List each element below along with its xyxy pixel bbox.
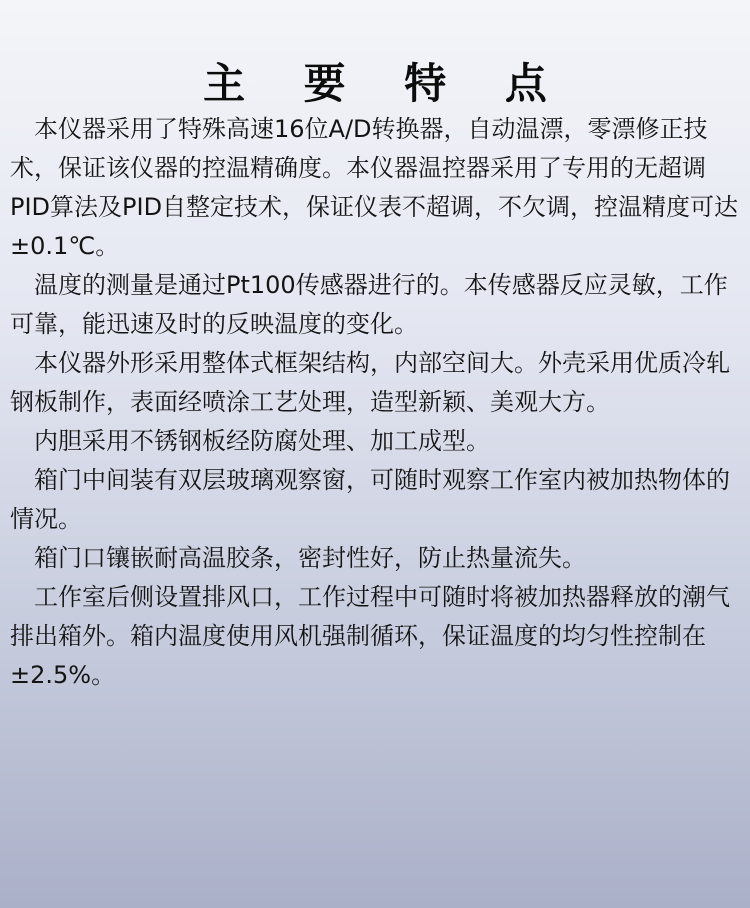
feature-paragraph-sensor: 温度的测量是通过Pt100传感器进行的。本传感器反应灵敏，工作可靠，能迅速及时的反映温度的变化。 (10, 271, 728, 338)
feature-paragraph-temp-control: 本仪器采用了特殊高速16位A/D转换器，自动温漂，零漂修正技术，保证该仪器的控温精确度。本仪器温控器采用了专用的无超调PID算法及PID自整定技术，保证仪表不超调，不欠调，控温精度可达±0.1℃。 (10, 115, 739, 260)
page-title: 主 要 特 点 (203, 59, 569, 109)
features-content (10, 110, 740, 695)
feature-paragraph-liner: 内胆采用不锈钢板经防腐处理、加工成型。 (34, 427, 490, 455)
feature-paragraph-ventilation: 工作室后侧设置排风口，工作过程中可随时将被加热器释放的潮气排出箱外。箱内温度使用风机强制循环，保证温度的均匀性控制在±2.5%。 (10, 583, 730, 689)
feature-paragraph-seal: 箱门口镶嵌耐高温胶条，密封性好，防止热量流失。 (34, 544, 586, 572)
feature-paragraph-window: 箱门中间装有双层玻璃观察窗，可随时观察工作室内被加热物体的情况。 (10, 466, 730, 533)
feature-paragraph-structure: 本仪器外形采用整体式框架结构，内部空间大。外壳采用优质冷轧钢板制作，表面经喷涂工艺处理，造型新颖、美观大方。 (10, 349, 730, 416)
